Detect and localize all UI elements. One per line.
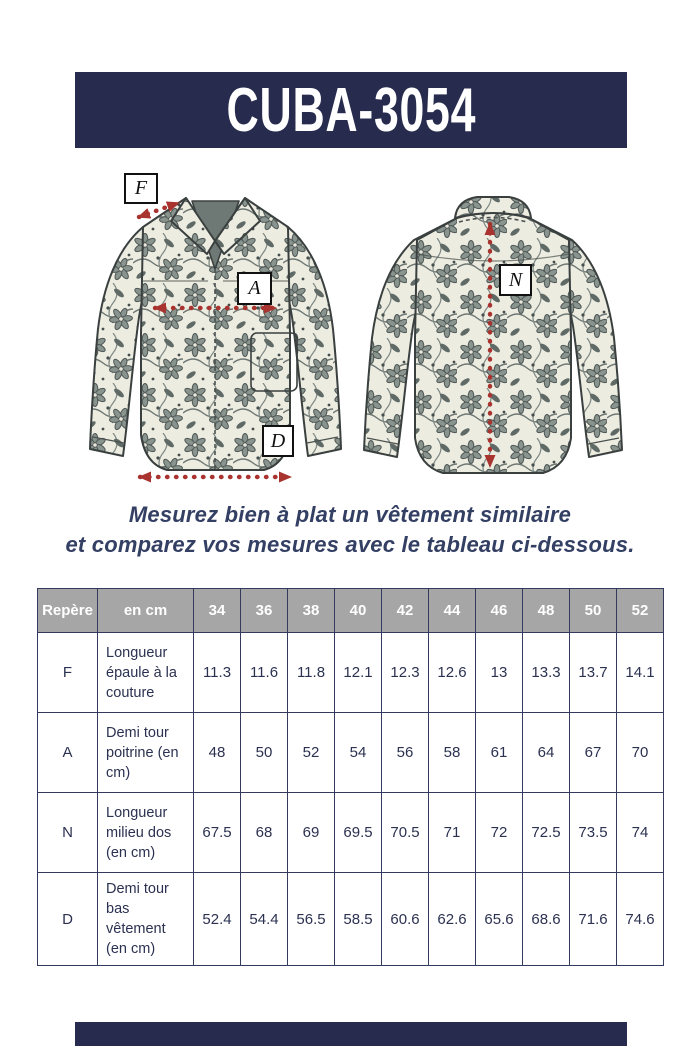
cell-value: 64	[523, 713, 570, 793]
cell-value: 13.7	[570, 633, 617, 713]
cell-value: 52	[288, 713, 335, 793]
col-header-34: 34	[194, 589, 241, 633]
row-label: Demi tour bas vêtement (en cm)	[98, 873, 194, 966]
col-header-44: 44	[429, 589, 476, 633]
size-table-container	[37, 588, 664, 966]
cell-value: 13.3	[523, 633, 570, 713]
marker-box-n	[499, 264, 532, 296]
cell-value: 60.6	[382, 873, 429, 966]
cell-value: 12.3	[382, 633, 429, 713]
row-label: Demi tour poitrine (en cm)	[98, 713, 194, 793]
marker-box-a	[237, 272, 272, 305]
col-header-46: 46	[476, 589, 523, 633]
col-header-42: 42	[382, 589, 429, 633]
table-row-d	[38, 873, 664, 966]
title-banner	[75, 72, 627, 148]
cell-value: 58.5	[335, 873, 382, 966]
cell-value: 11.8	[288, 633, 335, 713]
marker-letter-a: A	[248, 277, 261, 299]
row-code: D	[38, 873, 98, 966]
row-code: A	[38, 713, 98, 793]
marker-letter-f: F	[134, 177, 148, 199]
instruction-line-2: et comparez vos mesures avec le tableau ci-dessous.	[65, 532, 635, 557]
col-header-50: 50	[570, 589, 617, 633]
cell-value: 54.4	[241, 873, 288, 966]
cell-value: 67	[570, 713, 617, 793]
col-header-36: 36	[241, 589, 288, 633]
cell-value: 48	[194, 713, 241, 793]
col-header-48: 48	[523, 589, 570, 633]
marker-box-f	[124, 173, 158, 204]
row-code: F	[38, 633, 98, 713]
cell-value: 61	[476, 713, 523, 793]
cell-value: 74.6	[617, 873, 664, 966]
cell-value: 58	[429, 713, 476, 793]
cell-value: 11.3	[194, 633, 241, 713]
measuring-instruction	[0, 500, 700, 560]
col-header-encm: en cm	[98, 589, 194, 633]
footer-bar	[75, 1022, 627, 1046]
measurement-arrows-layer	[0, 160, 700, 500]
table-row-a	[38, 713, 664, 793]
col-header-40: 40	[335, 589, 382, 633]
size-table	[37, 588, 664, 966]
cell-value: 12.1	[335, 633, 382, 713]
marker-letter-d: D	[270, 429, 286, 452]
cell-value: 12.6	[429, 633, 476, 713]
cell-value: 13	[476, 633, 523, 713]
size-table-header-row	[38, 589, 664, 633]
cell-value: 56	[382, 713, 429, 793]
marker-letter-n: N	[508, 268, 523, 291]
cell-value: 67.5	[194, 793, 241, 873]
cell-value: 74	[617, 793, 664, 873]
cell-value: 11.6	[241, 633, 288, 713]
instruction-line-1: Mesurez bien à plat un vêtement similaire	[128, 502, 572, 527]
marker-box-d	[262, 425, 294, 457]
cell-value: 69.5	[335, 793, 382, 873]
cell-value: 68.6	[523, 873, 570, 966]
cell-value: 50	[241, 713, 288, 793]
measure-arrow-f	[139, 203, 178, 217]
product-title: CUBA-3054	[226, 75, 476, 145]
cell-value: 70	[617, 713, 664, 793]
cell-value: 62.6	[429, 873, 476, 966]
col-header-repere: Repère	[38, 589, 98, 633]
cell-value: 72.5	[523, 793, 570, 873]
cell-value: 71	[429, 793, 476, 873]
cell-value: 52.4	[194, 873, 241, 966]
cell-value: 56.5	[288, 873, 335, 966]
cell-value: 72	[476, 793, 523, 873]
table-row-n	[38, 793, 664, 873]
table-row-f	[38, 633, 664, 713]
col-header-38: 38	[288, 589, 335, 633]
row-label: Longueur épaule à la couture	[98, 633, 194, 713]
row-label: Longueur milieu dos (en cm)	[98, 793, 194, 873]
cell-value: 73.5	[570, 793, 617, 873]
cell-value: 71.6	[570, 873, 617, 966]
row-code: N	[38, 793, 98, 873]
col-header-52: 52	[617, 589, 664, 633]
cell-value: 65.6	[476, 873, 523, 966]
cell-value: 70.5	[382, 793, 429, 873]
cell-value: 54	[335, 713, 382, 793]
cell-value: 68	[241, 793, 288, 873]
cell-value: 69	[288, 793, 335, 873]
cell-value: 14.1	[617, 633, 664, 713]
